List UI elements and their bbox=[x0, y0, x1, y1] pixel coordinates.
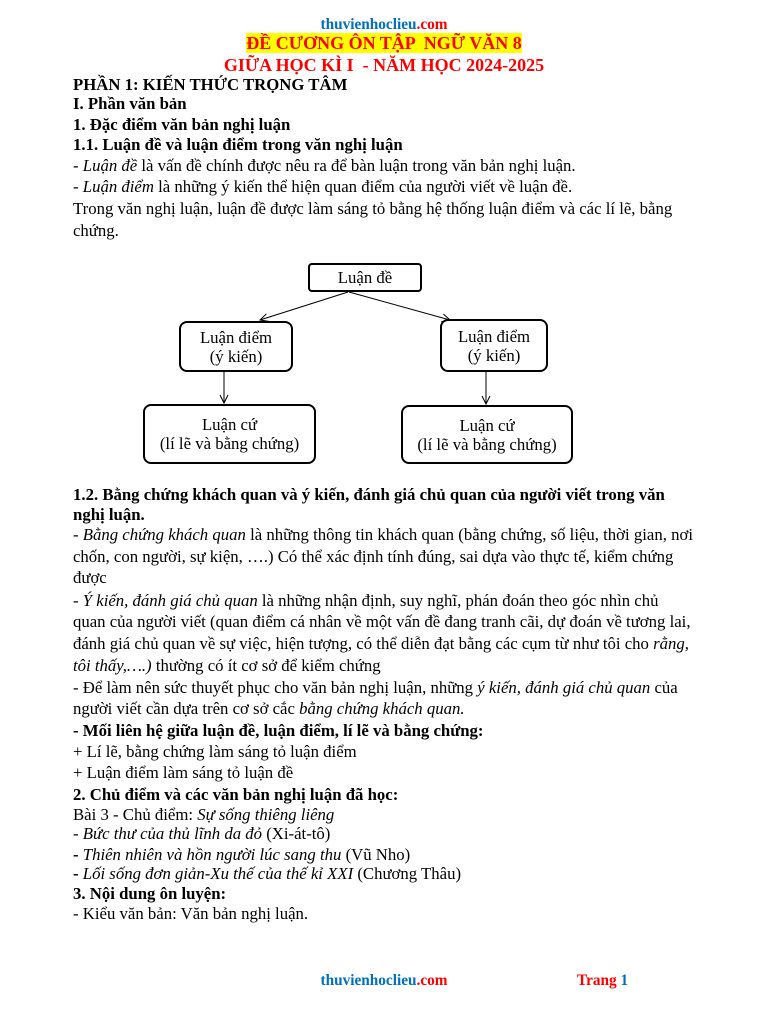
section-1-heading: 1. Đặc điểm văn bản nghị luận bbox=[73, 115, 291, 134]
summary-line-1: Trong văn nghị luận, luận đề được làm sáng tỏ bằng hệ thống luận điểm và các lí lẽ, bằng bbox=[73, 199, 673, 218]
part1-heading: PHẦN 1: KIẾN THỨC TRỌNG TÂM bbox=[73, 75, 348, 94]
text-author: (Vũ Nho) bbox=[341, 845, 411, 864]
text-author: (Chương Thâu) bbox=[353, 864, 462, 883]
review-item: - Kiểu văn bản: Văn bản nghị luận. bbox=[73, 904, 309, 923]
paragraph-text: đánh giá chủ quan về sự việc, hiện tượng, có thể diễn đạt bằng các cụm từ như tôi cho bbox=[73, 634, 654, 653]
diagram-evidence-box-left bbox=[143, 404, 316, 464]
footer-site-domain[interactable]: .com bbox=[416, 972, 448, 989]
bullet-dash: - bbox=[73, 525, 83, 544]
bullet-dash: - bbox=[73, 156, 83, 175]
bullet-dash: - bbox=[73, 864, 83, 883]
term-objective-evidence: Bằng chứng khách quan bbox=[82, 525, 246, 544]
connector-root-to-left-point bbox=[260, 292, 348, 320]
definition-text: là vấn đề chính được nêu ra để bàn luận trong văn bản nghị luận. bbox=[137, 156, 576, 175]
section-1-2-heading-line-2: nghị luận. bbox=[73, 505, 145, 524]
paragraph-text: - Để làm nên sức thuyết phục cho văn bản nghị luận, những bbox=[73, 678, 478, 697]
term-luan-diem: Luận điểm bbox=[82, 177, 154, 196]
relation-item: + Luận điểm làm sáng tỏ luận đề bbox=[73, 763, 294, 782]
section-1-2-heading-line-1: 1.2. Bằng chứng khách quan và ý kiến, đánh giá chủ quan của người viết trong văn bbox=[73, 485, 665, 504]
text-title: Lối sống đơn giản-Xu thế của thế kỉ XXI bbox=[82, 864, 354, 883]
diagram-evidence-note: (lí lẽ và bằng chứng) bbox=[417, 434, 557, 454]
theme-name: Sự sống thiêng liêng bbox=[197, 805, 335, 824]
subjective-opinion-line-1 bbox=[73, 590, 659, 612]
objective-evidence-line-1 bbox=[73, 524, 693, 546]
subjective-opinion-line-2: quan của người viết (quan điểm cá nhân về một vấn đề đang tranh cãi, dự đoán về tương lai, bbox=[73, 612, 691, 631]
text-list-item bbox=[73, 823, 330, 845]
persuasion-line-1 bbox=[73, 677, 678, 699]
document-title: ĐỀ CƯƠNG ÔN TẬP NGỮ VĂN 8 bbox=[246, 33, 522, 53]
diagram-evidence-box-right bbox=[401, 405, 573, 464]
example-phrase: tôi thấy,….) bbox=[73, 656, 152, 675]
diagram-evidence-label: Luận cứ bbox=[459, 415, 515, 435]
summary-line-2: chứng. bbox=[73, 221, 119, 240]
paragraph-text: là những nhận định, suy nghĩ, phán đoán theo góc nhìn chủ bbox=[257, 591, 659, 610]
footer-site-link[interactable] bbox=[0, 970, 768, 992]
diagram-point-label: Luận điểm bbox=[457, 326, 531, 346]
example-phrase: rằng, bbox=[653, 634, 689, 653]
footer-site-name[interactable]: thuvienhoclieu bbox=[320, 972, 417, 989]
diagram-connectors bbox=[0, 0, 768, 480]
page-number bbox=[577, 970, 628, 992]
term-luan-de: Luận đề bbox=[82, 156, 138, 175]
objective-evidence-line-3: được bbox=[73, 568, 107, 587]
diagram-point-box-right bbox=[440, 319, 548, 372]
diagram-root-label: Luận đề bbox=[337, 268, 393, 287]
subjective-opinion-line-4 bbox=[73, 655, 381, 677]
diagram-evidence-label: Luận cứ bbox=[201, 415, 258, 434]
header-site-domain[interactable]: .com bbox=[416, 16, 448, 33]
text-list-item bbox=[73, 863, 461, 885]
diagram-point-box-left bbox=[179, 321, 293, 372]
theme-label: Bài 3 - Chủ điểm: bbox=[73, 805, 198, 824]
objective-evidence-line-2: chốn, con người, sự kiện, ….) Có thể xác định tính đúng, sai dựa vào thực tế, kiểm chứng bbox=[73, 547, 674, 566]
section-3-heading: 3. Nội dung ôn luyện: bbox=[73, 884, 227, 903]
document-subtitle: GIỮA HỌC KÌ I - NĂM HỌC 2024-2025 bbox=[223, 55, 545, 75]
paragraph-text: của bbox=[650, 678, 678, 697]
term-subjective-opinion: ý kiến, đánh giá chủ quan bbox=[477, 678, 651, 697]
relation-heading: - Mối liên hệ giữa luận đề, luận điểm, lí lẽ và bằng chứng: bbox=[73, 721, 484, 740]
diagram-point-note: (ý kiến) bbox=[467, 345, 521, 365]
relation-item: + Lí lẽ, bằng chứng làm sáng tỏ luận điểm bbox=[73, 742, 357, 761]
section-2-heading: 2. Chủ điểm và các văn bản nghị luận đã học: bbox=[73, 785, 399, 804]
diagram-evidence-note: (lí lẽ và bằng chứng) bbox=[159, 434, 300, 453]
diagram-point-label: Luận điểm bbox=[199, 327, 273, 347]
section-i-heading: I. Phần văn bản bbox=[73, 94, 187, 113]
text-title: Thiên nhiên và hồn người lúc sang thu bbox=[82, 845, 342, 864]
paragraph-text: người viết cần dựa trên cơ sở cắc bbox=[73, 699, 300, 718]
bullet-dash: - bbox=[73, 845, 83, 864]
diagram-root-box bbox=[308, 263, 422, 292]
definition-text: là những ý kiến thể hiện quan điểm của người viết về luận đề. bbox=[153, 177, 573, 196]
text-title: Bức thư của thủ lĩnh da đỏ bbox=[82, 824, 263, 843]
bullet-dash: - bbox=[73, 591, 83, 610]
persuasion-line-2 bbox=[73, 698, 465, 720]
page-label: Trang bbox=[577, 972, 617, 989]
bullet-dash: - bbox=[73, 177, 83, 196]
header-site-name[interactable]: thuvienhoclieu bbox=[320, 16, 417, 33]
subjective-opinion-line-3 bbox=[73, 633, 689, 655]
page-number-value: 1 bbox=[620, 972, 629, 989]
section-1-1-heading: 1.1. Luận đề và luận điểm trong văn nghị luận bbox=[73, 135, 403, 154]
paragraph-text: là những thông tin khách quan (bằng chứng, số liệu, thời gian, nơi bbox=[245, 525, 693, 544]
bullet-dash: - bbox=[73, 824, 83, 843]
text-author: (Xi-át-tô) bbox=[262, 824, 331, 843]
paragraph-text: thường có ít cơ sở để kiểm chứng bbox=[151, 656, 381, 675]
term-objective-evidence: bằng chứng khách quan. bbox=[299, 699, 465, 718]
diagram-point-note: (ý kiến) bbox=[209, 346, 263, 366]
connector-root-to-right-point bbox=[349, 292, 450, 320]
term-subjective-opinion: Ý kiến, đánh giá chủ quan bbox=[82, 591, 258, 610]
